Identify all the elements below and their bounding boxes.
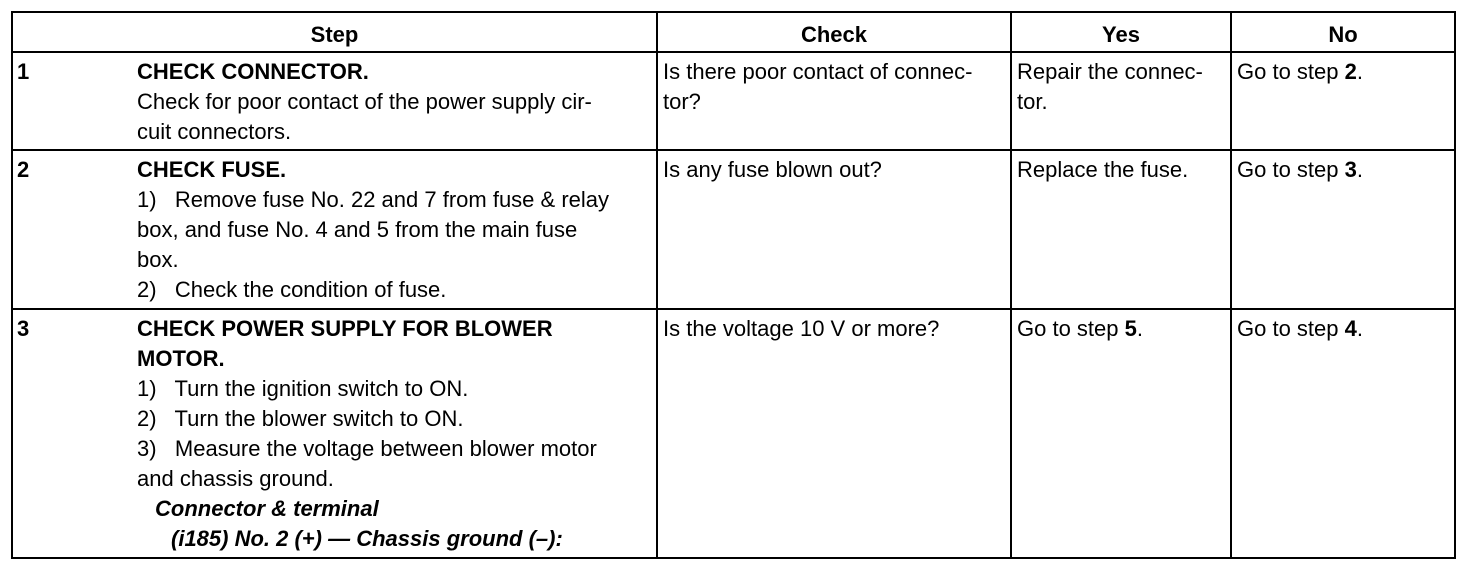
step-line: and chassis ground. [137, 466, 334, 491]
no-cell [1231, 52, 1455, 150]
step-title: MOTOR. [137, 346, 225, 371]
step-number: 1 [12, 52, 137, 150]
step-line: 2) Turn the blower switch to ON. [137, 406, 464, 431]
no-prefix: Go to step [1237, 316, 1345, 341]
step-line: Check for poor contact of the power supply cir- [137, 89, 592, 114]
yes-suffix: . [1136, 316, 1143, 341]
step-title: CHECK POWER SUPPLY FOR BLOWER [137, 316, 553, 341]
no-suffix: . [1356, 316, 1363, 341]
step-line: 1) Remove fuse No. 22 and 7 from fuse & relay [137, 187, 610, 212]
step-description [137, 52, 657, 150]
yes-line: tor. [1017, 89, 1048, 114]
table-row [12, 150, 1455, 309]
header-step: Step [12, 12, 657, 52]
diagnostic-table [11, 11, 1456, 559]
no-step-ref: 3 [1344, 157, 1357, 182]
check-cell [657, 309, 1011, 558]
no-suffix: . [1356, 59, 1363, 84]
spec-value: (i185) No. 2 (+) — Chassis ground (–): [171, 526, 563, 551]
table-row [12, 309, 1455, 558]
yes-step-ref: 5 [1124, 316, 1137, 341]
no-cell [1231, 150, 1455, 309]
step-number: 3 [12, 309, 137, 558]
check-line: Is the voltage 10 V or more? [663, 316, 940, 341]
header-check: Check [657, 12, 1011, 52]
step-line: 1) Turn the ignition switch to ON. [137, 376, 469, 401]
step-title: CHECK CONNECTOR. [137, 59, 369, 84]
spec-label: Connector & terminal [155, 496, 379, 521]
step-line: box, and fuse No. 4 and 5 from the main fuse [137, 217, 578, 242]
step-line: cuit connectors. [137, 119, 292, 144]
step-description [137, 150, 657, 309]
step-line: 2) Check the condition of fuse. [137, 277, 447, 302]
check-line: Is any fuse blown out? [663, 157, 882, 182]
yes-prefix: Go to step [1017, 316, 1125, 341]
step-description [137, 309, 657, 558]
step-line: 3) Measure the voltage between blower motor [137, 436, 597, 461]
diagnostic-table-container [11, 11, 1456, 559]
no-prefix: Go to step [1237, 59, 1345, 84]
no-step-ref: 2 [1344, 59, 1357, 84]
check-line: Is there poor contact of connec- [663, 59, 973, 84]
check-cell [657, 52, 1011, 150]
step-line: box. [137, 247, 179, 272]
check-cell [657, 150, 1011, 309]
yes-cell [1011, 150, 1231, 309]
table-header-row [12, 12, 1455, 52]
step-title: CHECK FUSE. [137, 157, 287, 182]
check-line: tor? [663, 89, 701, 114]
no-cell [1231, 309, 1455, 558]
header-yes: Yes [1011, 12, 1231, 52]
no-step-ref: 4 [1344, 316, 1357, 341]
no-suffix: . [1356, 157, 1363, 182]
yes-line: Replace the fuse. [1017, 157, 1189, 182]
step-number: 2 [12, 150, 137, 309]
yes-cell [1011, 52, 1231, 150]
no-prefix: Go to step [1237, 157, 1345, 182]
yes-line: Repair the connec- [1017, 59, 1203, 84]
table-row [12, 52, 1455, 150]
yes-cell [1011, 309, 1231, 558]
header-no: No [1231, 12, 1455, 52]
